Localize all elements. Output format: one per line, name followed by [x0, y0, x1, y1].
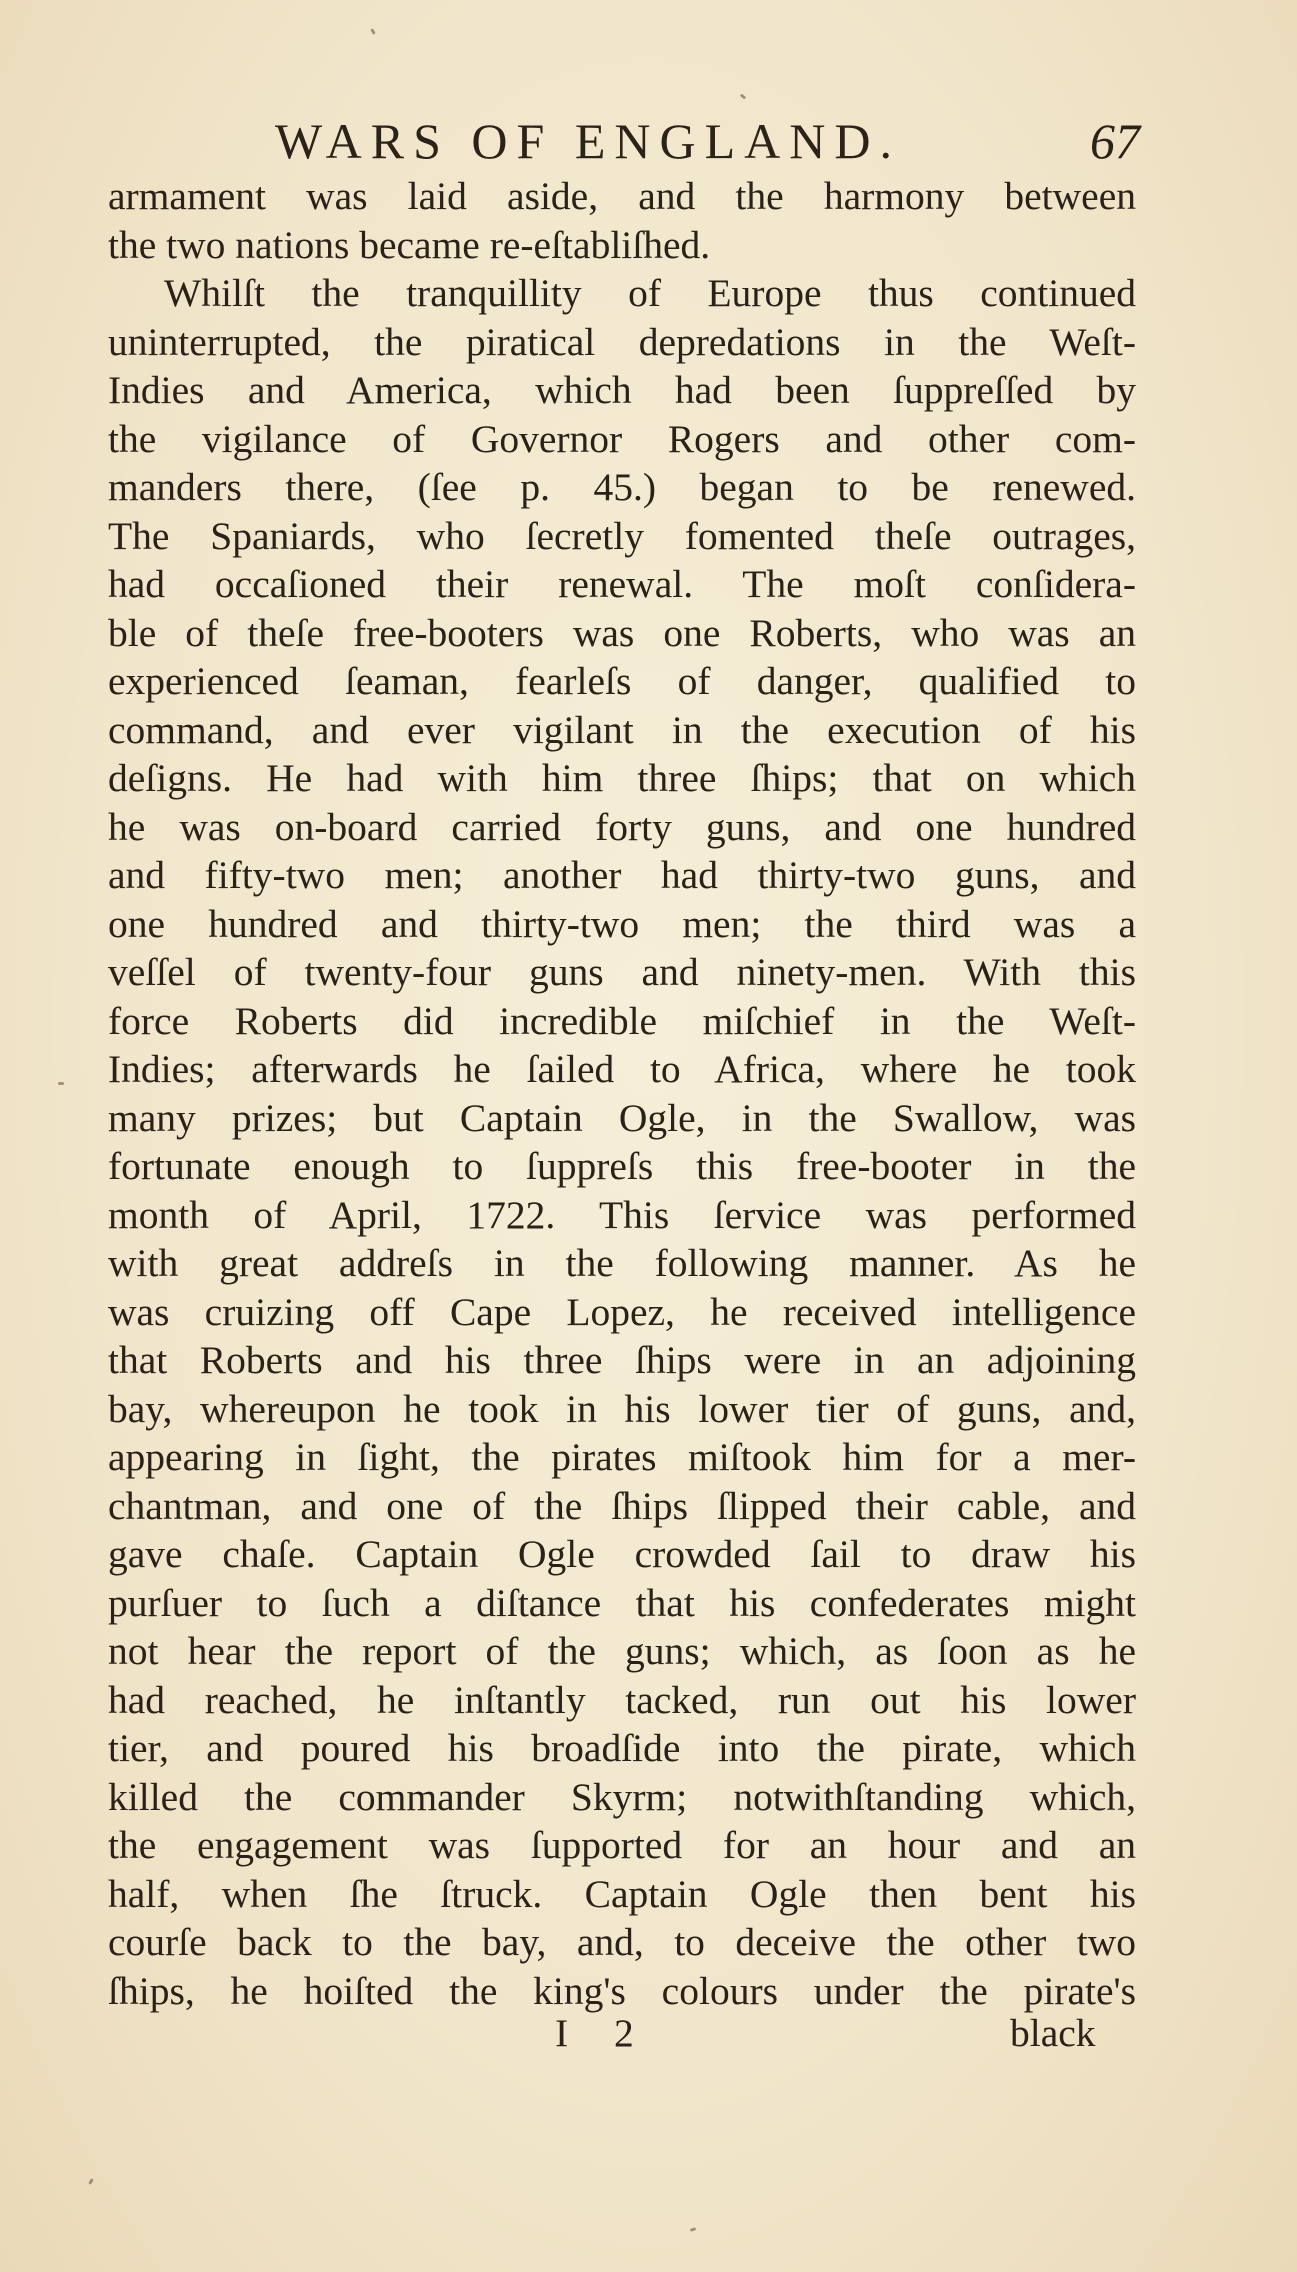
- paper-speck: [690, 2227, 697, 2232]
- text-line: half, when ſhe ſtruck. Captain Ogle then bent his: [108, 1871, 1136, 1916]
- text-line: ble of theſe free-booters was one Roberts, who was an: [108, 610, 1136, 655]
- text-line: uninterrupted, the piratical depredations in the Weſt-: [108, 319, 1136, 364]
- page-number: 67: [1090, 113, 1140, 169]
- text-line: month of April, 1722. This ſervice was performed: [108, 1192, 1136, 1237]
- text-line: and fifty-two men; another had thirty-two guns, and: [108, 853, 1136, 897]
- paper-speck: [88, 2178, 94, 2185]
- text-line: Whilſt the tranquillity of Europe thus continued: [164, 271, 1136, 315]
- page-footer: [0, 2010, 1297, 2070]
- text-line: The Spaniards, who ſecretly fomented theſe outrages,: [108, 513, 1136, 558]
- text-line: command, and ever vigilant in the execution of his: [108, 707, 1136, 752]
- text-line: fortunate enough to ſuppreſs this free-booter in the: [108, 1144, 1136, 1188]
- text-line: appearing in ſight, the pirates miſtook him for a mer-: [108, 1435, 1136, 1479]
- text-line: Indies and America, which had been ſuppreſſed by: [108, 368, 1136, 412]
- text-line: Indies; afterwards he ſailed to Africa, where he took: [108, 1047, 1136, 1091]
- text-line: force Roberts did incredible miſchief in the Weſt-: [108, 998, 1136, 1043]
- paper-speck: [58, 1082, 64, 1085]
- text-line: ſhips, he hoiſted the king's colours under the pirate's: [108, 1968, 1136, 2013]
- text-line: the vigilance of Governor Rogers and other com-: [108, 416, 1136, 461]
- text-line: he was on-board carried forty guns, and one hundred: [108, 804, 1136, 849]
- text-line: had occaſioned their renewal. The moſt conſidera-: [108, 562, 1136, 606]
- text-line: courſe back to the bay, and, to deceive the other two: [108, 1920, 1136, 1964]
- text-line: killed the commander Skyrm; notwithſtanding which,: [108, 1774, 1136, 1819]
- text-line: one hundred and thirty-two men; the third was a: [108, 901, 1136, 946]
- text-line: not hear the report of the guns; which, as ſoon as he: [108, 1629, 1136, 1673]
- text-line: armament was laid aside, and the harmony between: [108, 174, 1136, 218]
- text-line: veſſel of twenty-four guns and ninety-men. With this: [108, 950, 1136, 994]
- catchword: black: [1010, 2011, 1096, 2055]
- text-line: the engagement was ſupported for an hour and an: [108, 1823, 1136, 1867]
- text-line: manders there, (ſee p. 45.) began to be renewed.: [108, 465, 1136, 509]
- text-line: bay, whereupon he took in his lower tier of guns, and,: [108, 1386, 1136, 1431]
- body-text: [108, 172, 1136, 2015]
- text-line: experienced ſeaman, fearleſs of danger, qualified to: [108, 659, 1136, 703]
- running-title: WARS OF ENGLAND.: [275, 113, 901, 169]
- text-line: purſuer to ſuch a diſtance that his confederates might: [108, 1580, 1136, 1625]
- text-line: had reached, he inſtantly tacked, run out his lower: [108, 1677, 1136, 1722]
- signature-mark: I 2: [555, 2011, 652, 2055]
- text-line: tier, and poured his broadſide into the pirate, which: [108, 1726, 1136, 1770]
- text-line: was cruizing off Cape Lopez, he received intelligence: [108, 1289, 1136, 1334]
- text-line: chantman, and one of the ſhips ſlipped their cable, and: [108, 1483, 1136, 1528]
- paper-speck: [740, 93, 747, 99]
- text-line: gave chaſe. Captain Ogle crowded ſail to draw his: [108, 1532, 1136, 1576]
- paper-speck: [370, 28, 376, 35]
- text-line: that Roberts and his three ſhips were in an adjoining: [108, 1338, 1136, 1382]
- text-line: with great addreſs in the following manner. As he: [108, 1241, 1136, 1285]
- text-line: the two nations became re-eſtabliſhed.: [108, 222, 711, 267]
- text-line: many prizes; but Captain Ogle, in the Swallow, was: [108, 1095, 1136, 1140]
- text-line: deſigns. He had with him three ſhips; that on which: [108, 756, 1136, 800]
